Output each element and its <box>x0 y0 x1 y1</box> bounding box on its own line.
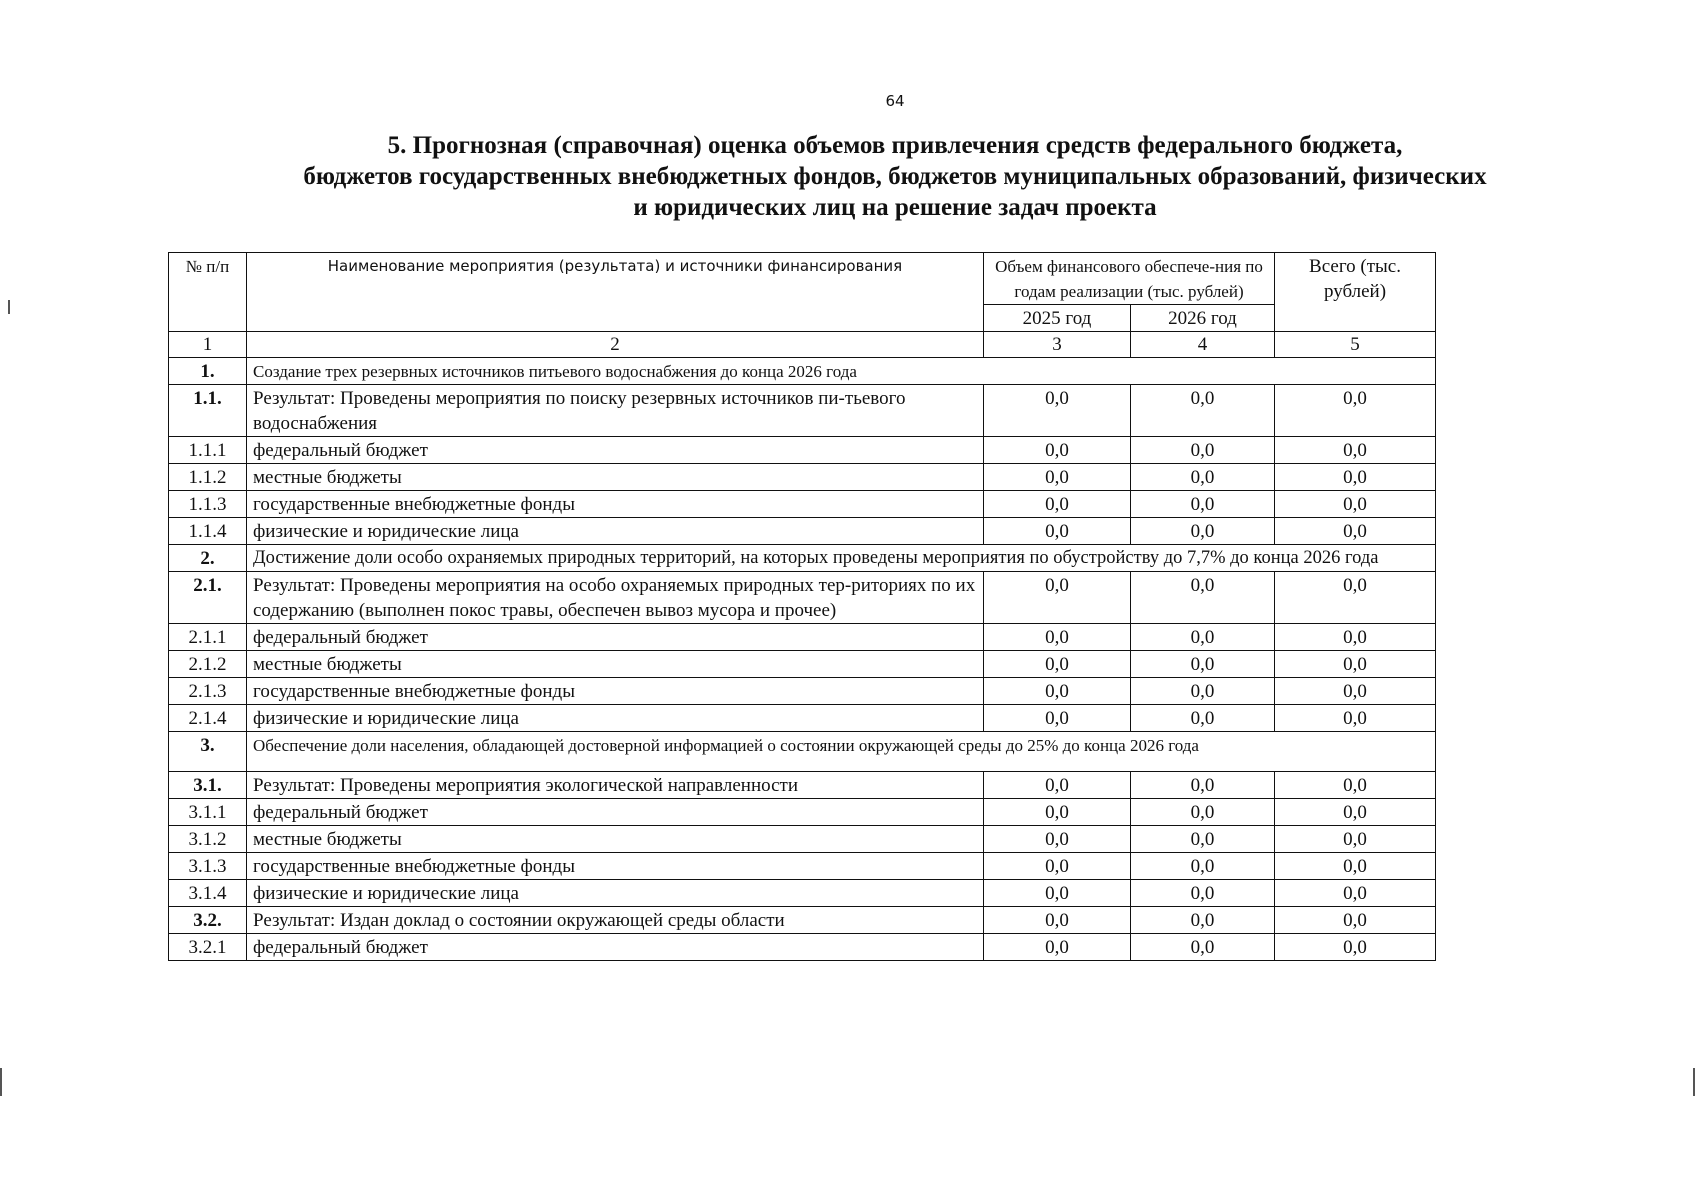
row-number: 1.1. <box>169 385 247 437</box>
row-number: 1. <box>169 358 247 385</box>
row-number: 3.1.1 <box>169 799 247 826</box>
row-number: 2.1.1 <box>169 624 247 651</box>
document-title <box>250 130 1540 223</box>
row-name: государственные внебюджетные фонды <box>247 678 984 705</box>
value-total: 0,0 <box>1275 518 1436 545</box>
value-2026: 0,0 <box>1131 464 1275 491</box>
row-name: Результат: Издан доклад о состоянии окружающей среды области <box>247 907 984 934</box>
value-2025: 0,0 <box>984 518 1131 545</box>
section-row <box>169 358 1436 385</box>
row-name: физические и юридические лица <box>247 518 984 545</box>
value-total: 0,0 <box>1275 853 1436 880</box>
table-row <box>169 624 1436 651</box>
table-row <box>169 772 1436 799</box>
value-2026: 0,0 <box>1131 907 1275 934</box>
row-number: 2.1. <box>169 572 247 624</box>
value-2025: 0,0 <box>984 880 1131 907</box>
value-total: 0,0 <box>1275 880 1436 907</box>
header-year-2025: 2025 год <box>984 305 1131 332</box>
value-2026: 0,0 <box>1131 826 1275 853</box>
value-2025: 0,0 <box>984 385 1131 437</box>
row-number: 1.1.3 <box>169 491 247 518</box>
row-number: 2.1.3 <box>169 678 247 705</box>
row-number: 2.1.4 <box>169 705 247 732</box>
section-name: Создание трех резервных источников питьевого водоснабжения до конца 2026 года <box>247 358 1436 385</box>
value-total: 0,0 <box>1275 826 1436 853</box>
row-number: 3. <box>169 732 247 772</box>
value-total: 0,0 <box>1275 678 1436 705</box>
value-total: 0,0 <box>1275 437 1436 464</box>
row-name: физические и юридические лица <box>247 705 984 732</box>
value-2025: 0,0 <box>984 907 1131 934</box>
row-number: 2.1.2 <box>169 651 247 678</box>
value-2025: 0,0 <box>984 678 1131 705</box>
value-2025: 0,0 <box>984 491 1131 518</box>
header-year-2026: 2026 год <box>1131 305 1275 332</box>
table-header <box>169 253 1436 358</box>
value-2026: 0,0 <box>1131 651 1275 678</box>
column-number: 5 <box>1275 332 1436 358</box>
table-row <box>169 385 1436 437</box>
row-number: 1.1.2 <box>169 464 247 491</box>
row-number: 3.2.1 <box>169 934 247 961</box>
value-2026: 0,0 <box>1131 934 1275 961</box>
scan-mark <box>1693 1068 1695 1096</box>
column-number-row <box>169 332 1436 358</box>
row-name: федеральный бюджет <box>247 934 984 961</box>
value-total: 0,0 <box>1275 907 1436 934</box>
section-name: Обеспечение доли населения, обладающей достоверной информацией о состоянии окружающей среды до 25% до конца 2026 года <box>247 732 1436 772</box>
row-name: местные бюджеты <box>247 651 984 678</box>
value-total: 0,0 <box>1275 491 1436 518</box>
table-row <box>169 826 1436 853</box>
row-name: Результат: Проведены мероприятия по поиску резервных источников пи-тьевого водоснабжения <box>247 385 984 437</box>
value-2025: 0,0 <box>984 826 1131 853</box>
row-number: 2. <box>169 545 247 572</box>
row-name: федеральный бюджет <box>247 437 984 464</box>
section-row <box>169 732 1436 772</box>
header-name: Наименование мероприятия (результата) и источники финансирования <box>247 253 984 332</box>
row-name: местные бюджеты <box>247 464 984 491</box>
header-volume: Объем финансового обеспече-ния по годам реализации (тыс. рублей) <box>984 253 1275 305</box>
column-number: 2 <box>247 332 984 358</box>
scan-mark <box>8 300 10 314</box>
value-2025: 0,0 <box>984 934 1131 961</box>
table-row <box>169 880 1436 907</box>
value-2025: 0,0 <box>984 624 1131 651</box>
header-total: Всего (тыс. рублей) <box>1275 253 1436 332</box>
value-2026: 0,0 <box>1131 491 1275 518</box>
value-total: 0,0 <box>1275 624 1436 651</box>
row-name: государственные внебюджетные фонды <box>247 491 984 518</box>
section-row <box>169 545 1436 572</box>
table-row <box>169 934 1436 961</box>
value-2026: 0,0 <box>1131 853 1275 880</box>
value-2026: 0,0 <box>1131 385 1275 437</box>
value-2026: 0,0 <box>1131 678 1275 705</box>
row-name: федеральный бюджет <box>247 624 984 651</box>
table-row <box>169 437 1436 464</box>
table-row <box>169 853 1436 880</box>
table-row <box>169 572 1436 624</box>
value-2025: 0,0 <box>984 651 1131 678</box>
table-row <box>169 464 1436 491</box>
value-total: 0,0 <box>1275 572 1436 624</box>
value-2025: 0,0 <box>984 464 1131 491</box>
column-number: 4 <box>1131 332 1275 358</box>
table-body <box>169 358 1436 961</box>
value-2026: 0,0 <box>1131 437 1275 464</box>
title-line-2: бюджетов государственных внебюджетных фондов, бюджетов муниципальных образований, физических <box>303 163 1487 190</box>
scan-mark <box>0 1068 2 1096</box>
row-name: Результат: Проведены мероприятия экологической направленности <box>247 772 984 799</box>
header-num: № п/п <box>169 253 247 332</box>
value-2026: 0,0 <box>1131 518 1275 545</box>
value-total: 0,0 <box>1275 385 1436 437</box>
value-2025: 0,0 <box>984 572 1131 624</box>
row-number: 3.1. <box>169 772 247 799</box>
value-2026: 0,0 <box>1131 880 1275 907</box>
value-total: 0,0 <box>1275 705 1436 732</box>
row-name: местные бюджеты <box>247 826 984 853</box>
table-row <box>169 705 1436 732</box>
section-name: Достижение доли особо охраняемых природных территорий, на которых проведены мероприятия по обустройству до 7,7% до конца 2026 года <box>247 545 1436 572</box>
table-row <box>169 651 1436 678</box>
table-row <box>169 907 1436 934</box>
value-total: 0,0 <box>1275 934 1436 961</box>
table-row <box>169 799 1436 826</box>
value-2026: 0,0 <box>1131 772 1275 799</box>
title-line-1: 5. Прогнозная (справочная) оценка объемов привлечения средств федерального бюджета, <box>387 132 1403 159</box>
row-name: государственные внебюджетные фонды <box>247 853 984 880</box>
row-name: Результат: Проведены мероприятия на особо охраняемых природных тер-риториях по их содержанию (выполнен покос травы, обеспечен вывоз мусора и прочее) <box>247 572 984 624</box>
value-total: 0,0 <box>1275 651 1436 678</box>
value-2026: 0,0 <box>1131 705 1275 732</box>
table-row <box>169 491 1436 518</box>
page-number: 64 <box>885 92 905 110</box>
value-2026: 0,0 <box>1131 624 1275 651</box>
value-2026: 0,0 <box>1131 572 1275 624</box>
row-number: 3.1.2 <box>169 826 247 853</box>
value-2025: 0,0 <box>984 705 1131 732</box>
value-2026: 0,0 <box>1131 799 1275 826</box>
value-2025: 0,0 <box>984 799 1131 826</box>
row-name: физические и юридические лица <box>247 880 984 907</box>
value-2025: 0,0 <box>984 853 1131 880</box>
row-number: 3.1.4 <box>169 880 247 907</box>
row-number: 1.1.1 <box>169 437 247 464</box>
financing-table <box>168 252 1436 961</box>
row-name: федеральный бюджет <box>247 799 984 826</box>
value-total: 0,0 <box>1275 772 1436 799</box>
value-2025: 0,0 <box>984 437 1131 464</box>
row-number: 3.1.3 <box>169 853 247 880</box>
row-number: 3.2. <box>169 907 247 934</box>
value-total: 0,0 <box>1275 464 1436 491</box>
row-number: 1.1.4 <box>169 518 247 545</box>
column-number: 1 <box>169 332 247 358</box>
table-row <box>169 518 1436 545</box>
value-total: 0,0 <box>1275 799 1436 826</box>
value-2025: 0,0 <box>984 772 1131 799</box>
table-row <box>169 678 1436 705</box>
title-line-3: и юридических лиц на решение задач проекта <box>633 194 1157 221</box>
column-number: 3 <box>984 332 1131 358</box>
